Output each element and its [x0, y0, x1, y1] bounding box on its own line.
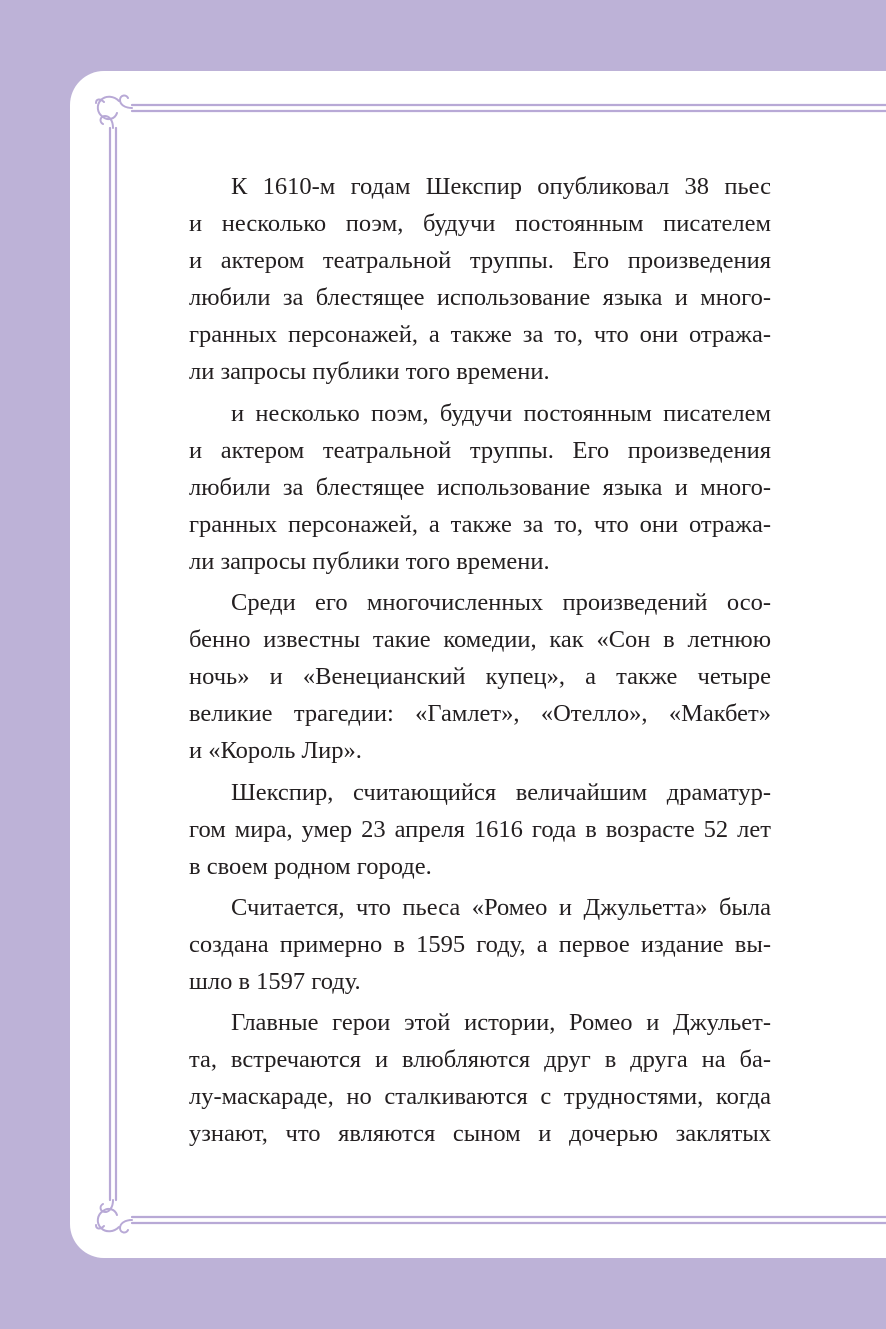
text-line: и актером театральной труппы. Его произведения	[189, 247, 771, 275]
text-line: любили за блестящее использование языка и много-	[189, 473, 771, 501]
text-line: лу-маскараде, но сталкиваются с трудностями, когда	[189, 1083, 771, 1111]
text-line: шло в 1597 году.	[189, 967, 361, 995]
text-line: Главные герои этой истории, Ромео и Джульет-	[231, 1009, 771, 1037]
text-line: гом мира, умер 23 апреля 1616 года в возрасте 52 лет	[189, 815, 771, 843]
text-line: ночь» и «Венецианский купец», а также четыре	[189, 663, 771, 691]
text-line: К 1610-м годам Шекспир опубликовал 38 пьес	[231, 173, 771, 200]
text-line: великие трагедии: «Гамлет», «Отелло», «Макбет»	[189, 700, 771, 728]
text-line: Среди его многочисленных произведений осо-	[231, 589, 771, 617]
text-line: и «Король Лир».	[189, 737, 362, 765]
paragraph	[189, 584, 771, 769]
paragraph	[189, 395, 771, 580]
paragraph	[189, 774, 771, 885]
text-line: и актером театральной труппы. Его произведения	[189, 436, 771, 464]
body-text	[189, 168, 771, 1156]
text-line: любили за блестящее использование языка и много-	[189, 284, 771, 312]
text-line: бенно известны такие комедии, как «Сон в летнюю	[189, 626, 771, 654]
text-line: Считается, что пьеса «Ромео и Джульетта» была	[231, 893, 771, 921]
text-line: ли запросы публики того времени.	[189, 358, 550, 386]
text-line: Шекспир, считающийся величайшим драматур-	[231, 778, 771, 806]
paragraph	[189, 889, 771, 1000]
paragraph	[189, 1004, 771, 1152]
paragraph	[189, 168, 771, 391]
bottom-left-flourish-icon	[96, 1200, 132, 1232]
text-line: создана примерно в 1595 году, а первое издание вы-	[189, 930, 771, 958]
text-line: узнают, что являются сыном и дочерью заклятых	[189, 1120, 771, 1148]
text-line: в своем родном городе.	[189, 852, 432, 880]
text-line: та, встречаются и влюбляются друг в друга на ба-	[189, 1046, 771, 1074]
text-line: и несколько поэм, будучи постоянным писателем	[189, 210, 771, 238]
top-left-flourish-icon	[96, 96, 132, 128]
text-line: и несколько поэм, будучи постоянным писателем	[231, 399, 771, 427]
text-line: гранных персонажей, а также за то, что они отража-	[189, 510, 771, 538]
text-line: гранных персонажей, а также за то, что они отража-	[189, 321, 771, 349]
text-line: ли запросы публики того времени.	[189, 547, 550, 575]
